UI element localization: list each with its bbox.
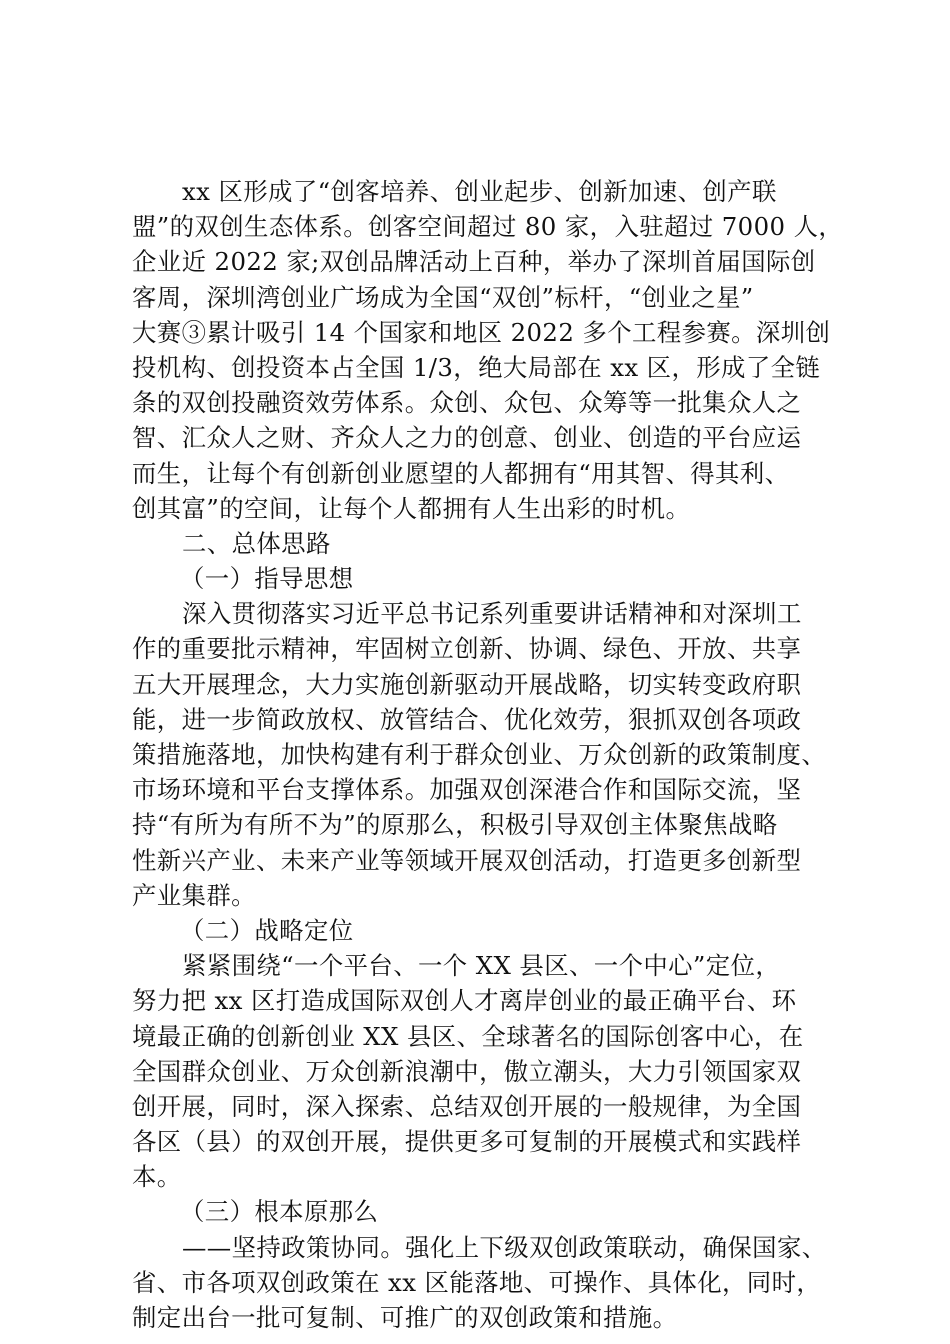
sub1-line: 能，进一步简政放权、放管结合、优化效劳，狠抓双创各项政 bbox=[132, 704, 802, 734]
intro-line: xx 区形成了“创客培养、创业起步、创新加速、创产联 bbox=[182, 177, 777, 206]
sub1-line: 持“有所为有所不为”的原那么，积极引导双创主体聚焦战略 bbox=[132, 810, 778, 840]
sub3-line: 制定出台一批可复制、可推广的双创政策和措施。 bbox=[132, 1303, 678, 1332]
sub2-line: 努力把 xx 区打造成国际双创人才离岸创业的最正确平台、环 bbox=[132, 986, 797, 1016]
sub1-line: 产业集群。 bbox=[132, 880, 256, 910]
intro-line: 盟”的双创生态体系。创客空间超过 80 家，入驻超过 7000 人， bbox=[132, 212, 844, 242]
document-body bbox=[132, 174, 844, 1335]
intro-line: 条的双创投融资效劳体系。众创、众包、众筹等一批集众人之 bbox=[132, 388, 802, 418]
intro-line: 创其富”的空间，让每个人都拥有人生出彩的时机。 bbox=[132, 493, 691, 523]
sub3-line: 省、市各项双创政策在 xx 区能落地、可操作、具体化，同时， bbox=[132, 1267, 822, 1297]
sub2-line: 本。 bbox=[132, 1162, 182, 1192]
intro-line: 企业近 2022 家;双创品牌活动上百种，举办了深圳首届国际创 bbox=[132, 247, 816, 277]
sub2-line: 创开展，同时，深入探索、总结双创开展的一般规律，为全国 bbox=[132, 1091, 802, 1121]
sub1-line: 深入贯彻落实习近平总书记系列重要讲话精神和对深圳工 bbox=[182, 599, 802, 629]
section-heading: 二、总体思路 bbox=[182, 528, 331, 558]
intro-line: 大赛③累计吸引 14 个国家和地区 2022 多个工程参赛。深圳创 bbox=[132, 317, 831, 347]
intro-line: 而生，让每个有创新创业愿望的人都拥有“用其智、得其利、 bbox=[132, 458, 790, 488]
sub2-line: 全国群众创业、万众创新浪潮中，傲立潮头，大力引领国家双 bbox=[132, 1056, 802, 1086]
sub3-line: ——坚持政策协同。强化上下级双创政策联动，确保国家、 bbox=[182, 1232, 827, 1262]
sub1-heading: （一）指导思想 bbox=[180, 564, 354, 594]
sub2-heading: （二）战略定位 bbox=[180, 915, 354, 945]
sub2-line: 境最正确的创新创业 XX 县区、全球著名的国际创客中心，在 bbox=[132, 1021, 804, 1051]
sub2-line: 紧紧围绕“一个平台、一个 XX 县区、一个中心”定位， bbox=[182, 951, 781, 981]
intro-line: 智、汇众人之财、齐众人之力的创意、创业、创造的平台应运 bbox=[132, 423, 802, 453]
sub3-heading: （三）根本原那么 bbox=[180, 1197, 379, 1227]
sub1-line: 性新兴产业、未来产业等领域开展双创活动，打造更多创新型 bbox=[132, 845, 802, 875]
sub1-line: 市场环境和平台支撑体系。加强双创深港合作和国际交流，坚 bbox=[132, 775, 802, 805]
sub2-line: 各区（县）的双创开展，提供更多可复制的开展模式和实践样 bbox=[132, 1127, 802, 1157]
intro-line: 客周，深圳湾创业广场成为全国“双创”标杆，“创业之星” bbox=[132, 282, 754, 312]
sub1-line: 五大开展理念，大力实施创新驱动开展战略，切实转变政府职 bbox=[132, 669, 802, 699]
sub1-line: 作的重要批示精神，牢固树立创新、协调、绿色、开放、共享 bbox=[132, 634, 802, 664]
intro-line: 投机构、创投资本占全国 1/3，绝大局部在 xx 区，形成了全链 bbox=[132, 352, 821, 382]
sub1-line: 策措施落地，加快构建有利于群众创业、万众创新的政策制度、 bbox=[132, 740, 827, 769]
